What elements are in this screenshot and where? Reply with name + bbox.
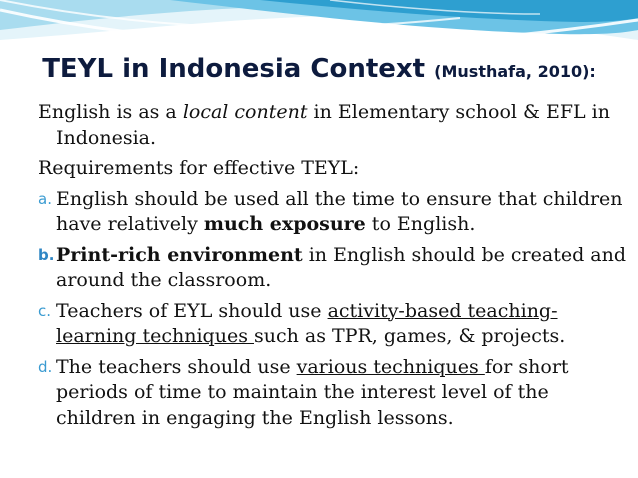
bold-text: Print-rich environment [56,243,303,266]
list-marker: d. [38,357,53,376]
slide-title [0,52,638,89]
list-marker: b. [38,245,55,264]
list-item-b: b. Print-rich environment in English should be created and around the classroom. [38,243,627,291]
title-citation: (Musthafa, 2010): [434,62,596,81]
underlined-text: activity-based teaching-learning techniques [56,299,558,347]
list-item-d: d. The teachers should use various techniques for short periods of time to maintain the interest level of the children in engaging the English lessons. [38,355,569,429]
bold-text: much exposure [203,213,366,235]
intro-emphasis: local content [182,101,308,123]
list-item-a: a. English should be used all the time to ensure that children have relatively much exposure to English. [38,187,623,235]
list-marker: c. [38,301,52,320]
title-text: TEYL in Indonesia Context [42,54,426,84]
underlined-text: various techniques [296,355,485,378]
list-marker: a. [38,189,52,208]
intro-paragraph: English is as a local content in Elementary school & EFL in Indonesia. [38,101,610,149]
list-item-c: c. Teachers of EYL should use activity-based teaching-learning techniques such as TPR, games, & projects. [38,299,566,347]
requirements-heading: Requirements for effective TEYL: [38,157,360,179]
slide-body [38,100,628,436]
